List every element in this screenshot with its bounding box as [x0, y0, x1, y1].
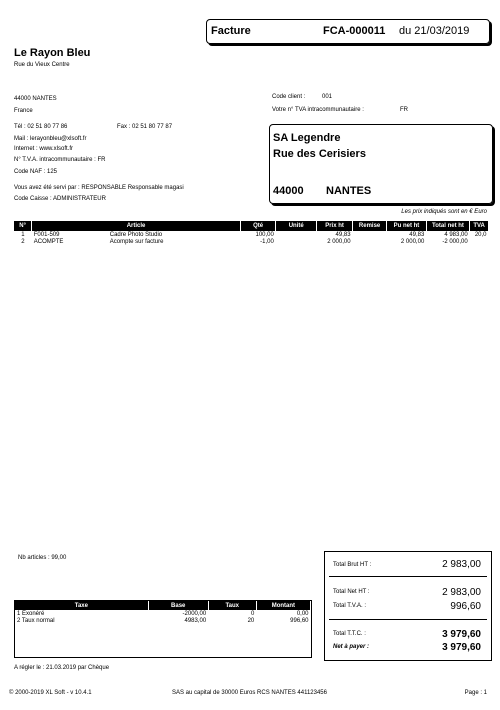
company-tel: Tél : 02 51 80 77 86 — [14, 124, 68, 130]
customer-zip: 44000 — [273, 185, 304, 197]
col-tva: TVA — [470, 221, 489, 231]
total-net-value: 2 983,00 — [442, 587, 481, 598]
tax-rate: 0 — [250, 610, 255, 617]
currency-note: Les prix indiqués sont en € Euro — [401, 209, 487, 215]
page-number: Page : 1 — [464, 690, 487, 696]
row-unit — [276, 238, 317, 245]
total-tva-label: Total T.V.A. : — [333, 603, 367, 609]
tax-base: -2000,00 — [182, 610, 207, 617]
total-ttc-value: 3 979,60 — [442, 629, 481, 640]
row-unit — [276, 231, 317, 238]
row-discount — [353, 231, 387, 238]
total-ttc-label: Total T.T.C. : — [333, 631, 366, 637]
client-code: 001 — [322, 94, 333, 100]
row-article — [32, 231, 241, 238]
tax-col-base: Base — [148, 601, 208, 610]
tax-amount: 996,60 — [290, 617, 309, 624]
total-brut-label: Total Brut HT : — [333, 562, 372, 568]
payment-terms: A régler le : 21.03.2019 par Chèque — [14, 665, 110, 671]
invoice-header-box — [206, 19, 490, 44]
customer-name: SA Legendre — [273, 132, 341, 144]
items-header-row — [14, 221, 489, 231]
total-brut-value: 2 983,00 — [442, 559, 481, 570]
tax-col-amount: Montant — [256, 601, 310, 610]
tax-name: 2 Taux normal — [17, 617, 55, 624]
net-to-pay-value: 3 979,60 — [442, 642, 481, 653]
company-name: Le Rayon Bleu — [14, 47, 91, 59]
col-price-ht: Prix ht — [317, 221, 353, 231]
tax-rate: 20 — [247, 617, 255, 624]
served-by: Vous avez été servi par : RESPONSABLE Responsable magasi — [14, 185, 184, 191]
row-number: 2 — [21, 238, 25, 245]
company-fax: Fax : 02 51 80 77 87 — [117, 124, 173, 130]
row-price-ht: 2 000,00 — [327, 238, 351, 245]
row-price-ht: 49,83 — [335, 231, 351, 238]
tax-table — [15, 601, 311, 624]
company-country: France — [14, 108, 33, 114]
tax-col-rate: Taux — [208, 601, 256, 610]
col-total-net-ht: Total net ht — [426, 221, 469, 231]
net-to-pay-label: Net à payer : — [333, 644, 370, 650]
row-article-label: Acompte sur facture — [109, 238, 164, 245]
col-discount: Remise — [353, 221, 387, 231]
row-unit-net-ht: 2 000,00 — [400, 238, 425, 245]
row-tva: 20,0 — [474, 231, 487, 238]
row-total-net-ht: -2 000,00 — [442, 238, 468, 245]
totals-box — [324, 551, 492, 661]
total-tva-value: 996,60 — [450, 601, 481, 612]
row-discount — [353, 238, 387, 245]
row-qty: -1,00 — [260, 238, 274, 245]
company-city: 44000 NANTES — [14, 96, 57, 102]
row-total-net-ht: 4 983,00 — [444, 231, 468, 238]
table-row — [14, 238, 489, 245]
tax-col-name: Taxe — [15, 601, 148, 610]
col-no: N° — [14, 221, 32, 231]
client-code-label: Code client : — [272, 94, 306, 100]
customer-address-box — [269, 124, 493, 204]
company-address: Rue du Vieux Centre — [14, 62, 70, 68]
doc-type: Facture — [211, 25, 251, 37]
table-row — [15, 617, 311, 624]
row-number: 1 — [21, 231, 25, 238]
company-naf: Code NAF : 125 — [14, 169, 58, 175]
table-row — [14, 231, 489, 238]
company-web: Internet : www.xlsoft.fr — [14, 146, 74, 152]
company-mail: Mail : lerayonbleu@xlsoft.fr — [14, 136, 87, 142]
tax-name: 1 Exonéré — [17, 610, 45, 617]
tax-summary-box — [14, 600, 312, 658]
cash-register-code: Code Caisse : ADMINISTRATEUR — [14, 196, 106, 202]
invoice-date: du 21/03/2019 — [399, 25, 470, 37]
row-unit-net-ht: 49,83 — [409, 231, 425, 238]
col-unit-net-ht: Pu net ht — [387, 221, 427, 231]
customer-city: NANTES — [326, 185, 372, 197]
company-tva: N° T.V.A. intracommunautaire : FR — [14, 157, 106, 163]
row-qty: 100,00 — [255, 231, 274, 238]
row-article-label: Cadre Photo Studio — [109, 231, 163, 238]
col-qty: Qté — [240, 221, 276, 231]
totals-divider — [329, 576, 487, 577]
tax-header-row — [15, 601, 311, 610]
col-article: Article — [32, 221, 241, 231]
client-tva-label: Votre n° TVA intracommunautaire : — [272, 107, 364, 113]
customer-street: Rue des Cerisiers — [273, 148, 366, 160]
footer-legal: SAS au capital de 30000 Euros RCS NANTES 441123456 — [172, 690, 327, 696]
items-table — [14, 221, 489, 245]
col-unit: Unité — [276, 221, 317, 231]
totals-divider — [329, 619, 487, 620]
articles-count: Nb articles : 99,00 — [18, 555, 67, 561]
footer-copyright: © 2000-2019 XL Soft - v 10.4.1 — [9, 690, 92, 696]
table-row — [15, 610, 311, 617]
row-article-code: F001-509 — [33, 231, 60, 238]
tax-base: 4983,00 — [184, 617, 207, 624]
total-net-label: Total Net HT : — [333, 589, 370, 595]
row-article-code: ACOMPTE — [33, 238, 64, 245]
row-article — [32, 238, 241, 245]
client-tva: FR — [400, 107, 408, 113]
row-tva — [470, 238, 489, 245]
invoice-number: FCA-000011 — [323, 25, 386, 37]
tax-amount: 0,00 — [296, 610, 309, 617]
